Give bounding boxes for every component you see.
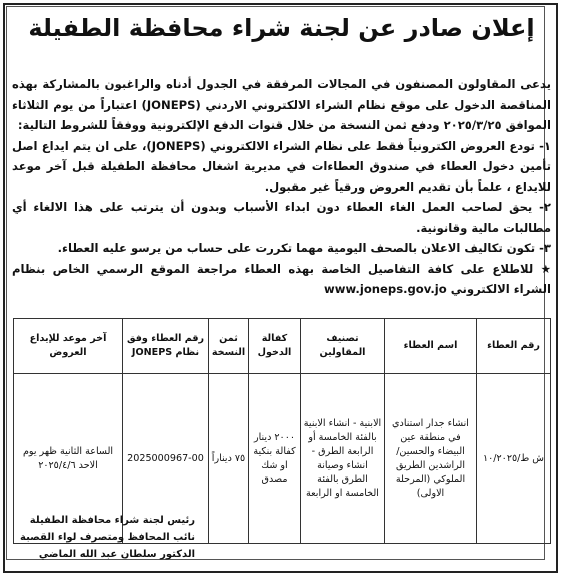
tender-table <box>13 318 551 544</box>
cell-contractor-class: الابنية - انشاء الابنية بالفئة الخامسة أو الرابعة الطرق - انشاء وصيانة الطرق بالفئة الخامسة او الرابعة <box>301 374 385 544</box>
header-copy-price: ثمن النسخة <box>209 319 249 374</box>
signature-line-1: رئيس لجنة شراء محافظة الطفيلة <box>29 515 196 526</box>
cell-tender-name: انشاء جدار استنادي في منطقة عين البيضاء والحسين/ الراشدين الطريق الملوكي (المرحلة الاولى) <box>385 374 477 544</box>
header-tender-no: رقم العطاء <box>477 319 551 374</box>
condition-1: ١- تودع العروض الكترونياً فقط على نظام الشراء الالكتروني (JONEPS)، على ان يتم ايداع اصل تأمين دخول العطاء في صندوق العطاءات في مديرية اشغال محافظة الطفيلة قبل آخر موعد للايداع ، علماً بأن تقديم العروض ورقياً غير مقبول. <box>12 138 551 194</box>
header-joneps-no: رقم العطاء وفق نظام JONEPS <box>123 319 209 374</box>
signature-line-3: الدكتور سلطان عبد الله الماضي <box>38 549 196 560</box>
signature-block <box>20 512 195 563</box>
header-tender-name: اسم العطاء <box>385 319 477 374</box>
signature-line-2: نائب المحافظ ومتصرف لواء القصبة <box>20 532 196 543</box>
header-deadline: آخر موعد للإيداع العروض <box>14 319 123 374</box>
cell-bid-bond: ٢٠٠٠ دينار كفالة بنكية او شك مصدق <box>249 374 301 544</box>
intro-paragraph: يدعى المقاولون المصنفون في المجالات المرفقة في الجدول أدناه والراغبون بالمشاركة بهذه المناقصة الدخول على موقع نظام الشراء الالكتروني الاردني (JONEPS) اعتباراً من يوم الثلاثاء الموافق ٢٠٢٥/٣/٢٥ ودفع ثمن النسخة من خلال قنوات الدفع الإلكترونية ووفقاً للشروط التالية: <box>12 77 551 132</box>
note-paragraph <box>12 259 551 300</box>
cell-deadline: الساعة الثانية ظهر يوم الاحد ٢٠٢٥/٤/٦ <box>14 374 123 544</box>
condition-3: ٣- تكون تكاليف الاعلان بالصحف اليومية مهما تكررت على حساب من يرسو عليه العطاء. <box>57 241 551 255</box>
website-link[interactable]: www.joneps.gov.jo <box>324 282 447 296</box>
table-header-row <box>14 319 551 374</box>
ad-body <box>12 74 551 300</box>
cell-tender-no: ش ط/١٠/٢٠٢٥ <box>477 374 551 544</box>
note-text: ★ للاطلاع على كافة التفاصيل الخاصة بهذه العطاء مراجعة الموقع الرسمي الخاص بنظام الشراء الالكتروني <box>12 261 551 296</box>
cell-copy-price: ٧٥ ديناراً <box>209 374 249 544</box>
cell-joneps-no: 2025000967-00 <box>123 374 209 544</box>
condition-2: ٢- يحق لصاحب العمل الغاء العطاء دون ابداء الأسباب وبدون أن يترتب على هذا الالغاء أي مطالبات مالية وقانونية. <box>12 200 551 235</box>
header-contractor-class: تصنيف المقاولين <box>301 319 385 374</box>
header-bid-bond: كفالة الدخول <box>249 319 301 374</box>
ad-title: إعلان صادر عن لجنة شراء محافظة الطفيلة <box>28 14 535 42</box>
